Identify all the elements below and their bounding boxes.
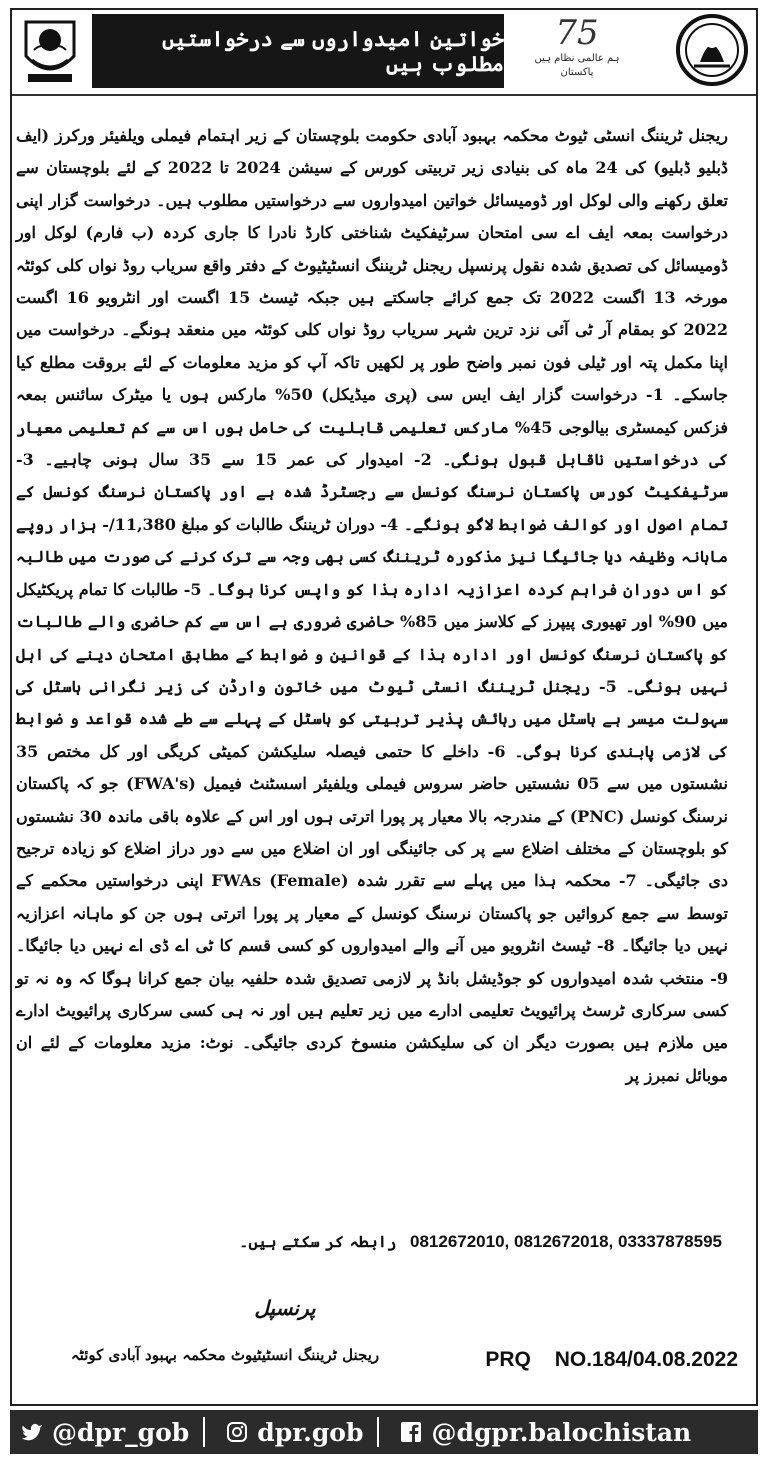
twitter-handle: @dpr_gob [52, 1417, 190, 1447]
instagram-item[interactable] [215, 1418, 363, 1447]
ad-body-paragraph: ریجنل ٹریننگ انسٹی ٹیوٹ محکمہ بہبود آبادی حکومت بلوچستان کے زیر اہتمام فیملی ویلفیئر ورکرز (ایف ڈبلیو ڈبلیو) کی 24 ماہ کی بنیادی زیر تربیتی کورس کے سیشن 2024 تا 2022 کے لئے بلوچستان سے تعلق رکھنے والی لوکل اور ڈومیسائل خواتین امیدواروں سے درخواستیں مطلوب ہیں۔ درخواست گزار اپنی درخواست بمعہ ایف اے سی امتحان سرٹیفکیٹ شناختی کارڈ نادرا کا جاری کردہ (ب فارم) لوکل اور ڈومیسائل کی تصدیق شدہ نقول پرنسپل ریجنل ٹریننگ انسٹیٹیوٹ کے دفتر واقع سریاب روڈ نواں کلی کوئٹہ مورخہ 13 اگست 2022 تک جمع کرائے جاسکتے ہیں جبکہ ٹیسٹ 15 اگست اور انٹرویو 16 اگست 2022 کو بمقام آر ٹی آئی نزد ترین شہر سریاب روڈ نواں کلی کوئٹہ میں منعقد ہونگے۔ درخواست میں اپنا مکمل پتہ اور ٹیلی فون نمبر واضح طور پر لکھیں تاکہ آپ کو مزید معلومات کے لئے بروقت مطلع کیا جاسکے۔ 1- درخواست گزار ایف ایس سی (پری میڈیکل) 50% مارکس ہوں یا میٹرک سائنس بمعہ فزکس کیمسٹری بیالوجی 45% مارکس تعلیمی قابلیت کی حامل ہوں اس سے کم تعلیمی معیار کی درخواستیں ناقابل قبول ہونگی۔ 2- امیدوار کی عمر 15 سے 35 سال ہونی چاہیے۔ 3- سرٹیفکیٹ کورس پاکستان نرسنگ کونسل سے رجسٹرڈ شدہ ہے اور پاکستان نرسنگ کونسل کے تمام اصول اور کوالف ضوابط لاگو ہونگے۔ 4- دوران ٹریننگ طالبات کو مبلغ 11,380/- ہزار روپے ماہانہ وظیفہ دیا جائیگا نیز مذکورہ ٹریننگ کسی بھی وجہ سے ترک کرنے کی صورت میں طالبہ کو اس دوران فراہم کردہ اعزازیہ ادارہ ہذا کو واپس کرنا ہوگا۔ 5- طالبات کا تمام پریکٹیکل میں 90% اور تھیوری پیپرز کے کلاسز میں 85% حاضری ضروری ہے اس سے کم حاضری والے طالبات کو پاکستان نرسنگ کونسل اور ادارہ ہذا کے قوانین و ضوابط کے مطابق امتحان دینے کی اہل نہیں ہونگی۔ 5- ریجنل ٹریننگ انسٹی ٹیوٹ میں خاتون وارڈن کی زیر نگرانی ہاسٹل کی سہولت میسر ہے ہاسٹل میں رہائش پذیر تربیتی کو ہاسٹل کے پہلے سے طے شدہ قواعد و ضوابط کی لازمی پابندی کرنا ہوگی۔ 6- داخلے کا حتمی فیصلہ سلیکشن کمیٹی کریگی اور کل مختص 35 نشستوں میں سے 05 نشستیں حاضر سروس فیملی ویلفیئر اسسٹنٹ فیمیل (FWA's) جو کہ پاکستان نرسنگ کونسل (PNC) کے مندرجہ بالا معیار پر پورا اترتی ہوں اور اس کے علاوہ باقی ماندہ 30 نشستوں کو بلوچستان کے مختلف اضلاع سے پر کی جائینگی اور ان اضلاع میں سے دور دراز اضلاع کو زیادہ ترجیح دی جائیگی۔ 7- محکمہ ہذا میں پہلے سے تقرر شدہ (Female) FWAs اپنی درخواستیں محکمے کے توسط سے جمع کروائیں جو پاکستان نرسنگ کونسل کے معیار پر پورا اترتی ہوں جن کو ماہانہ اعزازیہ نہیں دیا جائیگا۔ 8- ٹیسٹ انٹرویو میں آنے والے امیدواروں کو کسی قسم کا ٹی اے ڈی اے نہیں دیا جائیگا۔ 9- منتخب شدہ امیدواروں کو جوڈیشل بانڈ پر لازمی تصدیق شدہ حلفیہ بیان جمع کرانا ہوگا کہ وہ نہ تو کسی سرکاری ٹرسٹ پرائیویٹ تعلیمی ادارے میں زیر تعلیم ہیں اور نہ ہی کسی سرکاری پرائیویٹ ادارے میں ملازم ہیں بصورت دیگر ان کی سلیکشن منسوخ کردی جائیگی۔ نوٹ: مزید معلومات کے لئے ان موبائل نمبرز پر [16, 126, 729, 1085]
instagram-handle: dpr.gob [257, 1417, 364, 1447]
prq-label: PRQ [485, 1348, 531, 1371]
anniversary-number: 75 [555, 13, 599, 53]
ad-header [12, 10, 756, 92]
balochistan-emblem-icon [20, 16, 80, 86]
footer-separator [203, 1417, 205, 1447]
prq-number [458, 1348, 738, 1372]
twitter-item[interactable] [10, 1418, 189, 1447]
twitter-icon [20, 1420, 44, 1444]
facebook-icon [399, 1420, 423, 1444]
principal-title: پرنسپل [254, 1296, 316, 1320]
header-divider [12, 94, 756, 96]
anniversary-caption: ہم عالمی نظام ہیں پاکستان [534, 53, 620, 78]
facebook-item[interactable] [389, 1418, 691, 1447]
footer-separator [377, 1417, 379, 1447]
contact-line [200, 1232, 730, 1252]
prq-value: NO.184/04.08.2022 [554, 1348, 738, 1371]
ad-title: خواتین امیدواروں سے درخواستیں مطلوب ہیں [162, 26, 504, 76]
phone-numbers: 0812672010, 0812672018, 03337878595 [410, 1232, 722, 1251]
ad-title-banner [92, 14, 504, 88]
institute-name: ریجنل ٹریننگ انسٹیٹیوٹ محکمہ بہبود آبادی کوئٹہ [70, 1346, 380, 1364]
anniversary-logo [517, 14, 637, 86]
instagram-icon [225, 1420, 249, 1444]
facebook-handle: @dgpr.balochistan [431, 1417, 692, 1447]
government-seal-icon [674, 12, 750, 88]
social-footer [10, 1410, 758, 1454]
contact-suffix: رابطہ کر سکتے ہیں۔ [239, 1232, 397, 1251]
